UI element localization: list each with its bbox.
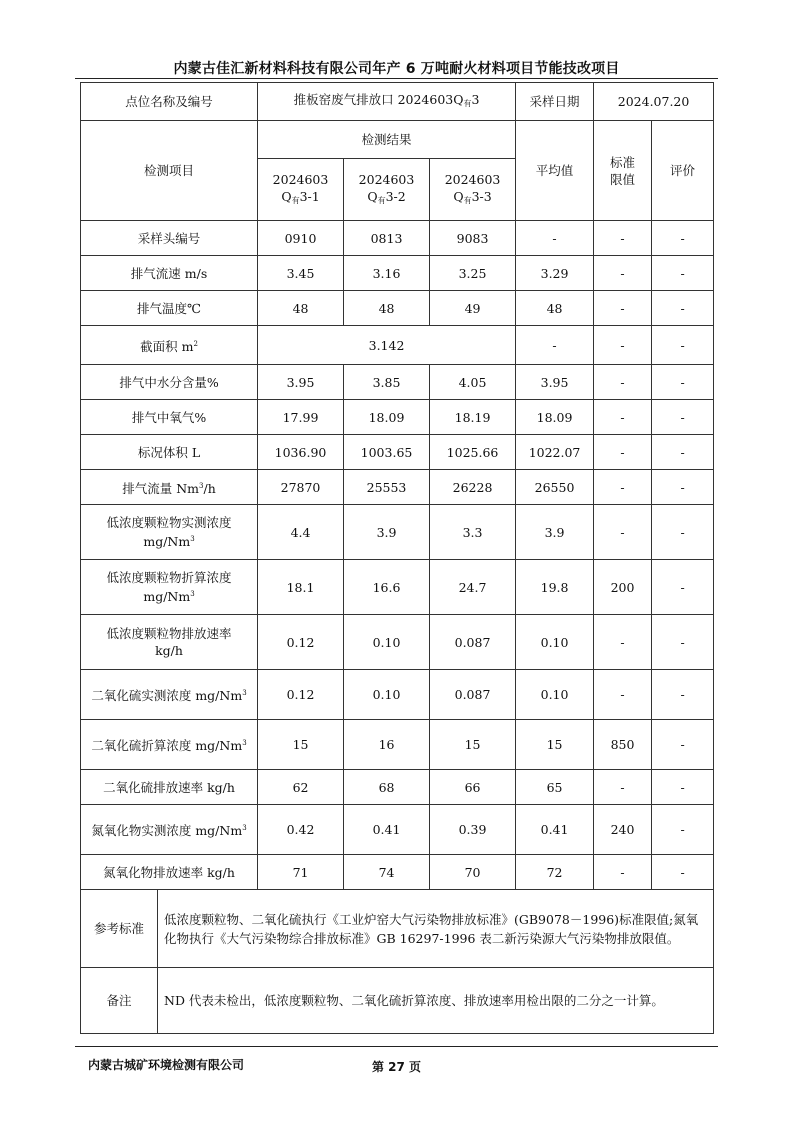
row-item-name [81, 670, 258, 720]
reference-row [81, 890, 714, 968]
col-average: 平均值 [516, 121, 594, 221]
col-item: 检测项目 [81, 121, 258, 221]
value-3: 66 [430, 770, 516, 805]
table-row [81, 326, 714, 365]
sample-sub: 有 [291, 195, 300, 205]
value-3: 1025.66 [430, 435, 516, 470]
item-name: 低浓度颗粒物排放速率 [106, 626, 232, 641]
sample-header-2 [344, 159, 430, 221]
remarks-row [81, 968, 714, 1034]
value-1: 0.42 [258, 805, 344, 855]
item-name: 截面积 m [140, 338, 194, 354]
value-1: 3.45 [258, 256, 344, 291]
date-value: 2024.07.20 [594, 83, 714, 121]
average-value: - [516, 326, 594, 365]
limit-value: - [594, 256, 652, 291]
value-2: 0.41 [344, 805, 430, 855]
average-value: 65 [516, 770, 594, 805]
average-value: - [516, 221, 594, 256]
table-row [81, 400, 714, 435]
average-value: 3.29 [516, 256, 594, 291]
col-limit-line2: 限值 [610, 171, 636, 187]
table-row [81, 221, 714, 256]
eval-value: - [652, 805, 714, 855]
item-name: 标况体积 L [137, 444, 201, 460]
value-2: 3.85 [344, 365, 430, 400]
info-row [81, 83, 714, 121]
value-2: 3.9 [344, 505, 430, 560]
point-value [258, 83, 516, 121]
eval-value: - [652, 365, 714, 400]
table-row [81, 560, 714, 615]
item-name: 低浓度颗粒物折算浓度 [106, 570, 232, 585]
value-3: 26228 [430, 470, 516, 505]
value-1: 48 [258, 291, 344, 326]
average-value: 72 [516, 855, 594, 890]
row-item-name [81, 291, 258, 326]
col-limit-line1: 标准 [610, 154, 636, 170]
point-label: 点位名称及编号 [81, 83, 258, 121]
row-item-name [81, 615, 258, 670]
eval-value: - [652, 615, 714, 670]
item-name: 氮氧化物排放速率 kg/h [103, 864, 235, 880]
average-value: 0.41 [516, 805, 594, 855]
sample-suffix: 3-3 [471, 188, 492, 204]
row-item-name [81, 221, 258, 256]
average-value: 3.9 [516, 505, 594, 560]
eval-value: - [652, 221, 714, 256]
reference-text: 低浓度颗粒物、二氧化硫执行《工业炉窑大气污染物排放标准》(GB9078－1996)标准限值;氮氧化物执行《大气污染物综合排放标准》GB 16297-1996 表二新污染源大气污染物排放限值。 [158, 890, 714, 968]
value-3: 0.087 [430, 670, 516, 720]
limit-value: - [594, 221, 652, 256]
value-1: 3.95 [258, 365, 344, 400]
value-3: 4.05 [430, 365, 516, 400]
average-value: 19.8 [516, 560, 594, 615]
eval-value: - [652, 435, 714, 470]
row-item-name [81, 326, 258, 365]
eval-value: - [652, 291, 714, 326]
value-3: 49 [430, 291, 516, 326]
item-unit: mg/Nm [143, 534, 191, 549]
test-report-table [80, 82, 714, 1034]
limit-value: - [594, 400, 652, 435]
table-row [81, 670, 714, 720]
table-row [81, 770, 714, 805]
merged-value: 3.142 [258, 326, 516, 365]
value-2: 25553 [344, 470, 430, 505]
limit-value: - [594, 770, 652, 805]
value-1: 62 [258, 770, 344, 805]
item-unit-sup: 2 [193, 339, 198, 348]
value-3: 3.25 [430, 256, 516, 291]
value-1: 0.12 [258, 615, 344, 670]
row-item-name [81, 505, 258, 560]
value-2: 1003.65 [344, 435, 430, 470]
item-name: 二氧化硫实测浓度 mg/Nm [91, 688, 243, 703]
eval-value: - [652, 326, 714, 365]
sample-header-3 [430, 159, 516, 221]
footer-page-number: 第 27 页 [371, 1060, 422, 1074]
table-row [81, 505, 714, 560]
limit-value: - [594, 326, 652, 365]
sample-id: 2024603 [358, 171, 415, 187]
average-value: 26550 [516, 470, 594, 505]
limit-value: 200 [594, 560, 652, 615]
limit-value: - [594, 435, 652, 470]
eval-value: - [652, 400, 714, 435]
eval-value: - [652, 770, 714, 805]
item-name: 排气中水分含量% [119, 374, 219, 390]
row-item-name [81, 720, 258, 770]
table-row [81, 720, 714, 770]
item-name: 排气流量 Nm [122, 480, 200, 496]
average-value: 0.10 [516, 670, 594, 720]
item-unit-sup: 3 [242, 824, 247, 832]
eval-value: - [652, 560, 714, 615]
value-3: 9083 [430, 221, 516, 256]
average-value: 0.10 [516, 615, 594, 670]
limit-value: - [594, 470, 652, 505]
average-value: 18.09 [516, 400, 594, 435]
col-results: 检测结果 [258, 121, 516, 159]
value-2: 74 [344, 855, 430, 890]
remarks-text: ND 代表未检出，低浓度颗粒物、二氧化硫折算浓度、排放速率用检出限的二分之一计算。 [158, 968, 714, 1034]
limit-value: - [594, 615, 652, 670]
value-2: 0813 [344, 221, 430, 256]
col-eval: 评价 [652, 121, 714, 221]
row-item-name [81, 770, 258, 805]
item-name: 排气中氧气% [131, 409, 207, 425]
value-2: 68 [344, 770, 430, 805]
eval-value: - [652, 470, 714, 505]
item-unit-sup: 3 [190, 535, 195, 543]
sample-q: Q [281, 188, 292, 204]
row-item-name [81, 400, 258, 435]
value-2: 48 [344, 291, 430, 326]
table-row [81, 855, 714, 890]
value-3: 18.19 [430, 400, 516, 435]
item-name: 二氧化硫排放速率 kg/h [103, 779, 235, 795]
row-item-name [81, 256, 258, 291]
sample-id: 2024603 [272, 171, 329, 187]
sample-q: Q [367, 188, 378, 204]
value-2: 0.10 [344, 615, 430, 670]
sample-header-1 [258, 159, 344, 221]
row-item-name [81, 560, 258, 615]
sample-suffix: 3-2 [385, 188, 406, 204]
footer-rule [75, 1046, 718, 1047]
average-value: 1022.07 [516, 435, 594, 470]
date-label: 采样日期 [516, 83, 594, 121]
value-1: 0.12 [258, 670, 344, 720]
header-row-1 [81, 121, 714, 159]
limit-value: - [594, 365, 652, 400]
value-1: 71 [258, 855, 344, 890]
item-unit: kg/h [155, 643, 183, 658]
value-1: 18.1 [258, 560, 344, 615]
average-value: 48 [516, 291, 594, 326]
value-3: 24.7 [430, 560, 516, 615]
point-suffix: 3 [471, 92, 480, 107]
table-row [81, 615, 714, 670]
row-item-name [81, 470, 258, 505]
eval-value: - [652, 670, 714, 720]
table-row [81, 470, 714, 505]
value-2: 16.6 [344, 560, 430, 615]
row-item-name [81, 855, 258, 890]
limit-value: 850 [594, 720, 652, 770]
item-unit-sup: 3 [199, 481, 204, 490]
value-3: 0.087 [430, 615, 516, 670]
table-row [81, 365, 714, 400]
value-1: 17.99 [258, 400, 344, 435]
value-1: 0910 [258, 221, 344, 256]
row-item-name [81, 805, 258, 855]
eval-value: - [652, 505, 714, 560]
item-name: 采样头编号 [137, 230, 201, 246]
limit-value: - [594, 670, 652, 720]
limit-value: 240 [594, 805, 652, 855]
table-row [81, 435, 714, 470]
eval-value: - [652, 256, 714, 291]
value-2: 3.16 [344, 256, 430, 291]
average-value: 3.95 [516, 365, 594, 400]
value-1: 1036.90 [258, 435, 344, 470]
item-unit-sup: 3 [190, 590, 195, 598]
footer-company: 内蒙古城矿环境检测有限公司 [88, 1058, 245, 1072]
remarks-label: 备注 [81, 968, 158, 1034]
value-3: 15 [430, 720, 516, 770]
sample-id: 2024603 [444, 171, 501, 187]
eval-value: - [652, 855, 714, 890]
point-id: 推板窑废气排放口 2024603Q [293, 92, 464, 107]
value-1: 27870 [258, 470, 344, 505]
item-unit: /h [203, 480, 216, 496]
sample-sub: 有 [463, 195, 472, 205]
item-name: 排气温度℃ [137, 300, 201, 316]
limit-value: - [594, 291, 652, 326]
table-row [81, 256, 714, 291]
item-unit: mg/Nm [143, 589, 191, 604]
reference-label: 参考标准 [81, 890, 158, 968]
item-name: 二氧化硫折算浓度 mg/Nm [91, 738, 243, 753]
value-2: 16 [344, 720, 430, 770]
col-limit [594, 121, 652, 221]
item-name: 排气流速 m/s [130, 265, 208, 281]
value-3: 70 [430, 855, 516, 890]
item-unit-sup: 3 [242, 689, 247, 697]
average-value: 15 [516, 720, 594, 770]
row-item-name [81, 435, 258, 470]
eval-value: - [652, 720, 714, 770]
value-1: 4.4 [258, 505, 344, 560]
item-name: 氮氧化物实测浓度 mg/Nm [91, 823, 243, 838]
limit-value: - [594, 855, 652, 890]
value-2: 18.09 [344, 400, 430, 435]
value-3: 0.39 [430, 805, 516, 855]
sample-suffix: 3-1 [299, 188, 320, 204]
limit-value: - [594, 505, 652, 560]
item-unit-sup: 3 [242, 739, 247, 747]
value-3: 3.3 [430, 505, 516, 560]
value-1: 15 [258, 720, 344, 770]
sample-sub: 有 [377, 195, 386, 205]
table-row [81, 291, 714, 326]
value-2: 0.10 [344, 670, 430, 720]
table-row [81, 805, 714, 855]
header-rule [75, 78, 718, 79]
sample-q: Q [453, 188, 464, 204]
page-header-title: 内蒙古佳汇新材料科技有限公司年产 6 万吨耐火材料项目节能技改项目 [173, 61, 620, 77]
point-sub: 有 [463, 99, 472, 108]
row-item-name [81, 365, 258, 400]
item-name: 低浓度颗粒物实测浓度 [106, 515, 232, 530]
